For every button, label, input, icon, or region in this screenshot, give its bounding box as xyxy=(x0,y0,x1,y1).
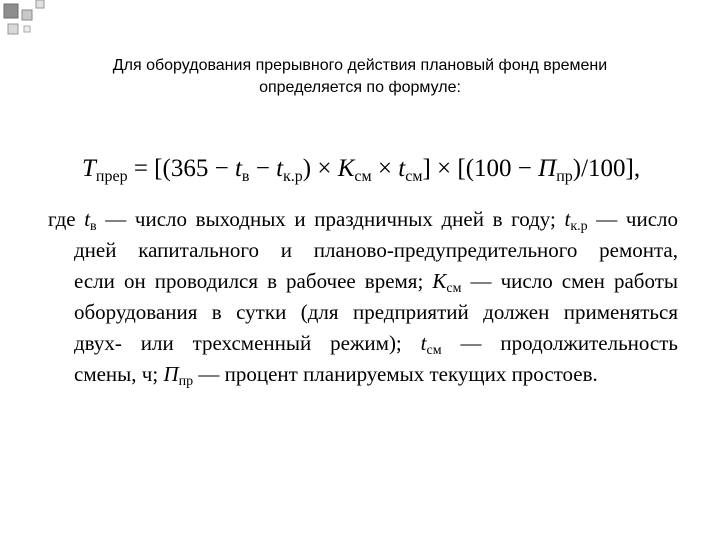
text-fragment: — число выходных и праздничных дней в году; xyxy=(96,207,565,231)
explanation-line-5 xyxy=(48,328,678,359)
explanation-line-4: оборудования в сутки (для предприятий должен применяться xyxy=(74,300,678,324)
var-subscript: см xyxy=(446,281,462,296)
formula-lhs-sub: прер xyxy=(95,168,128,185)
text-fragment: двух- или трехсменный режим); xyxy=(74,331,421,355)
formula-tsm-sub: см xyxy=(405,168,423,185)
formula-tsm-symbol: t xyxy=(398,155,406,182)
formula-tv-symbol: t xyxy=(234,155,242,182)
text-fragment: — продолжительность xyxy=(441,331,678,355)
explanation-line-1 xyxy=(48,204,678,235)
var-subscript: к.р xyxy=(570,219,588,234)
explanation-line-6 xyxy=(48,359,678,390)
formula-part-4: × xyxy=(371,155,399,182)
formula-part-3: ) × xyxy=(302,155,338,182)
var-symbol: K xyxy=(432,269,447,293)
text-fragment: — число xyxy=(587,207,678,231)
var-subscript: см xyxy=(426,343,442,358)
formula-tkr-symbol: t xyxy=(276,155,284,182)
formula-part-5: ] × [(100 − xyxy=(422,155,539,182)
text-fragment: — процент планируемых текущих простоев. xyxy=(193,362,598,386)
decor-square-5 xyxy=(24,26,30,32)
text-fragment: если он проводился в рабочее время; xyxy=(74,269,433,293)
explanation-line-3 xyxy=(48,266,678,297)
decor-square-1 xyxy=(4,4,18,18)
formula xyxy=(82,152,682,186)
decor-square-2 xyxy=(22,10,32,20)
formula-part-2: − xyxy=(249,155,277,182)
formula-part-1: = [(365 − xyxy=(127,155,235,182)
formula-tv-sub: в xyxy=(241,168,250,185)
formula-ksm-sub: см xyxy=(354,168,372,185)
slide-heading xyxy=(30,55,690,99)
var-subscript: в xyxy=(90,219,97,234)
formula-ppr-symbol: П xyxy=(538,155,557,182)
formula-ksm-symbol: K xyxy=(337,155,355,182)
decor-square-3 xyxy=(36,0,44,8)
formula-part-6: )/100], xyxy=(572,155,641,182)
var-symbol: П xyxy=(163,362,179,386)
formula-tkr-sub: к.р xyxy=(283,168,303,185)
var-symbol: t xyxy=(420,331,427,355)
text-fragment: смены, ч; xyxy=(74,362,164,386)
heading-line-1: Для оборудования прерывного действия плановый фонд времени xyxy=(112,57,608,74)
heading-line-2: определяется по формуле: xyxy=(259,79,461,96)
var-symbol: t xyxy=(84,207,91,231)
explanation-line-2: дней капитального и планово-предупредительного ремонта, xyxy=(74,238,678,262)
formula-lhs-symbol: T xyxy=(82,155,96,182)
formula-ppr-sub: пр xyxy=(556,168,573,185)
text-fragment: где xyxy=(48,207,85,231)
text-fragment: — число смен работы xyxy=(461,269,678,293)
explanation-text xyxy=(48,204,678,390)
decor-square-4 xyxy=(8,24,18,34)
decorative-squares xyxy=(0,0,60,40)
var-symbol: t xyxy=(564,207,571,231)
var-subscript: пр xyxy=(178,374,194,389)
